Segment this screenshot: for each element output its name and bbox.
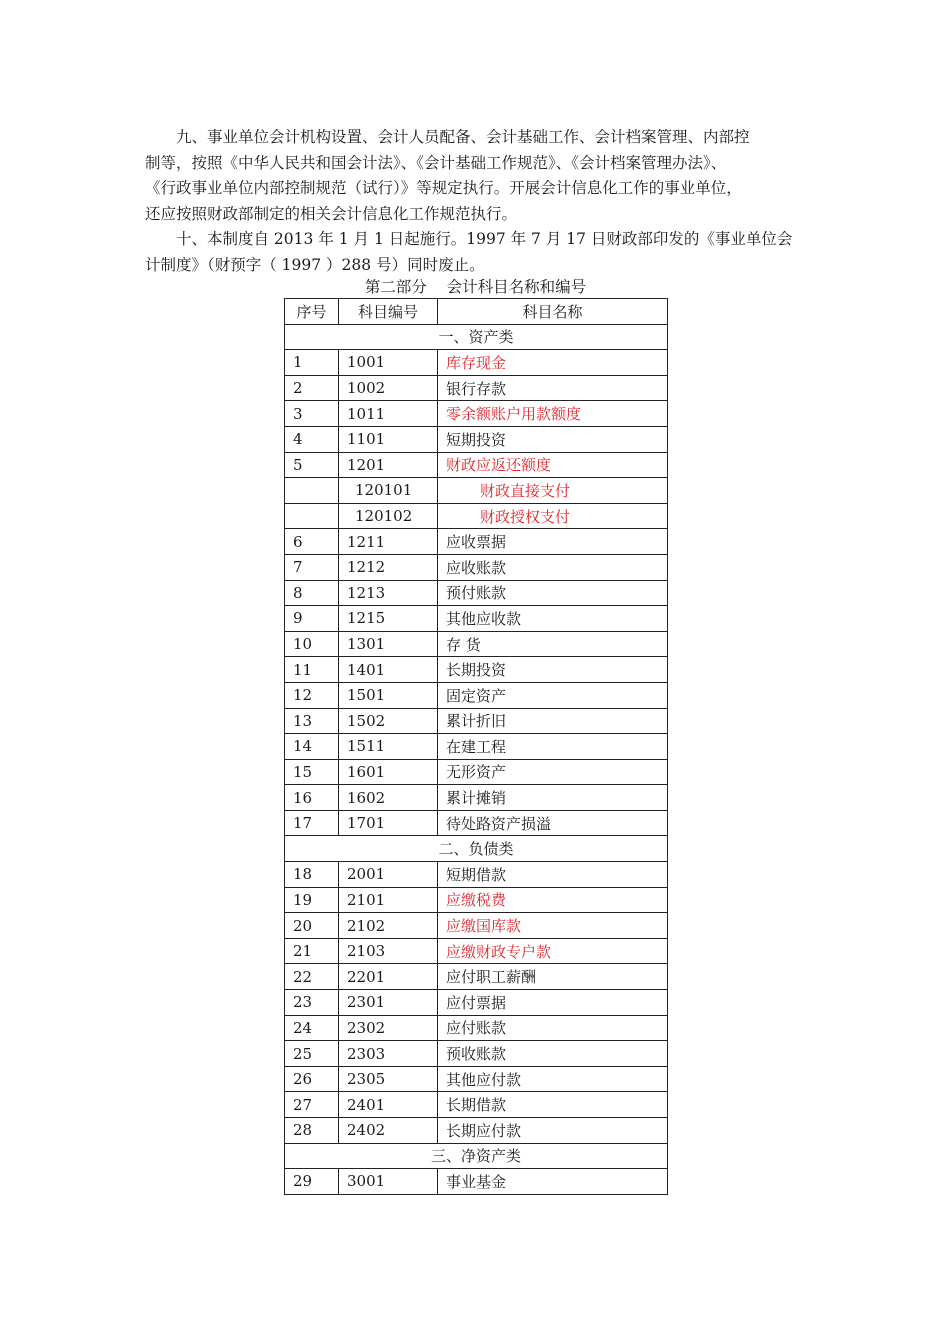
- cell-name: 应缴税费: [438, 887, 668, 913]
- table-row: [285, 938, 668, 964]
- section-header-row: [285, 1143, 668, 1169]
- cell-name: 银行存款: [438, 375, 668, 401]
- cell-name: 财政应返还额度: [438, 452, 668, 478]
- cell-name: 库存现金: [438, 350, 668, 376]
- cell-name: 应付账款: [438, 1015, 668, 1041]
- cell-seq: 12: [285, 682, 339, 708]
- cell-seq: 3: [285, 401, 339, 427]
- cell-code: 1502: [339, 708, 438, 734]
- cell-seq: 5: [285, 452, 339, 478]
- cell-code: 2303: [339, 1041, 438, 1067]
- cell-name: 累计折旧: [438, 708, 668, 734]
- table-row: [285, 580, 668, 606]
- table-row: [285, 708, 668, 734]
- cell-seq: 15: [285, 759, 339, 785]
- cell-seq: 17: [285, 810, 339, 836]
- table-row: [285, 1015, 668, 1041]
- cell-code: 1602: [339, 785, 438, 811]
- cell-code: 120102: [339, 503, 438, 529]
- cell-code: 1215: [339, 606, 438, 632]
- cell-seq: 10: [285, 631, 339, 657]
- cell-code: 1201: [339, 452, 438, 478]
- cell-code: 1011: [339, 401, 438, 427]
- cell-name: 应收票据: [438, 529, 668, 555]
- table-row: [285, 554, 668, 580]
- cell-seq: 18: [285, 862, 339, 888]
- cell-seq: 24: [285, 1015, 339, 1041]
- cell-code: 2402: [339, 1118, 438, 1144]
- header-code: 科目编号: [339, 299, 438, 325]
- table-row: [285, 759, 668, 785]
- cell-name: 在建工程: [438, 734, 668, 760]
- cell-name: 应收账款: [438, 554, 668, 580]
- table-row: [285, 964, 668, 990]
- account-subjects-table: [284, 298, 668, 1195]
- paragraph-line: 九、事业单位会计机构设置、会计人员配备、会计基础工作、会计档案管理、内部控: [176, 128, 750, 146]
- cell-code: 120101: [339, 478, 438, 504]
- table-row: [285, 1118, 668, 1144]
- table-row: [285, 350, 668, 376]
- cell-code: 2102: [339, 913, 438, 939]
- cell-code: 1001: [339, 350, 438, 376]
- cell-seq: 16: [285, 785, 339, 811]
- cell-name: 固定资产: [438, 682, 668, 708]
- cell-name: 短期借款: [438, 862, 668, 888]
- cell-code: 1511: [339, 734, 438, 760]
- cell-seq: 11: [285, 657, 339, 683]
- cell-code: 1701: [339, 810, 438, 836]
- cell-name: 应付职工薪酬: [438, 964, 668, 990]
- table-row: [285, 810, 668, 836]
- cell-name: 财政授权支付: [438, 503, 668, 529]
- table-row: [285, 452, 668, 478]
- sub-account-row: [285, 503, 668, 529]
- cell-seq: 21: [285, 938, 339, 964]
- cell-name: 其他应收款: [438, 606, 668, 632]
- cell-name: 应付票据: [438, 990, 668, 1016]
- cell-seq: 20: [285, 913, 339, 939]
- cell-code: 3001: [339, 1169, 438, 1195]
- cell-code: 1211: [339, 529, 438, 555]
- cell-name: 长期投资: [438, 657, 668, 683]
- cell-code: 1301: [339, 631, 438, 657]
- cell-code: 1002: [339, 375, 438, 401]
- table-row: [285, 657, 668, 683]
- section-label: 三、净资产类: [285, 1143, 668, 1169]
- cell-code: 2401: [339, 1092, 438, 1118]
- cell-code: 2301: [339, 990, 438, 1016]
- cell-name: 无形资产: [438, 759, 668, 785]
- table-row: [285, 887, 668, 913]
- cell-code: 1401: [339, 657, 438, 683]
- cell-name: 应缴财政专户款: [438, 938, 668, 964]
- table-row: [285, 606, 668, 632]
- cell-seq: 1: [285, 350, 339, 376]
- cell-code: 2305: [339, 1066, 438, 1092]
- table-body: [285, 324, 668, 1194]
- section-header-row: [285, 324, 668, 350]
- cell-name: 待处路资产损溢: [438, 810, 668, 836]
- table-row: [285, 375, 668, 401]
- cell-code: 2101: [339, 887, 438, 913]
- cell-seq: 7: [285, 554, 339, 580]
- cell-code: 2103: [339, 938, 438, 964]
- table-header-row: [285, 299, 668, 325]
- cell-code: 2302: [339, 1015, 438, 1041]
- cell-name: 事业基金: [438, 1169, 668, 1195]
- header-seq: 序号: [285, 299, 339, 325]
- section-header-row: [285, 836, 668, 862]
- section-label: 一、资产类: [285, 324, 668, 350]
- cell-code: 1501: [339, 682, 438, 708]
- table-row: [285, 631, 668, 657]
- cell-name: 应缴国库款: [438, 913, 668, 939]
- table-row: [285, 862, 668, 888]
- article-ten-paragraph: [145, 227, 807, 278]
- cell-seq: 6: [285, 529, 339, 555]
- sub-account-row: [285, 478, 668, 504]
- cell-name: 短期投资: [438, 426, 668, 452]
- table-row: [285, 1066, 668, 1092]
- cell-code: 2001: [339, 862, 438, 888]
- cell-seq: 26: [285, 1066, 339, 1092]
- cell-seq: 27: [285, 1092, 339, 1118]
- cell-seq: 9: [285, 606, 339, 632]
- cell-seq: 14: [285, 734, 339, 760]
- cell-name: 零余额账户用款额度: [438, 401, 668, 427]
- table-row: [285, 990, 668, 1016]
- cell-name: 存 货: [438, 631, 668, 657]
- table-row: [285, 1041, 668, 1067]
- paragraph-line: 《行政事业单位内部控制规范（试行）》等规定执行。开展会计信息化工作的事业单位，: [145, 179, 742, 197]
- cell-seq: 23: [285, 990, 339, 1016]
- paragraph-line: 制等，按照《中华人民共和国会计法》、《会计基础工作规范》、《会计档案管理办法》、: [145, 153, 727, 172]
- paragraph-line: 十、本制度自 2013 年 1 月 1 日起施行。1997 年 7 月 17 日财政部印发的《事业单位会: [176, 230, 793, 248]
- cell-code: 1212: [339, 554, 438, 580]
- cell-seq: [285, 503, 339, 529]
- paragraph-line: 还应按照财政部制定的相关会计信息化工作规范执行。: [145, 204, 518, 223]
- cell-seq: 29: [285, 1169, 339, 1195]
- cell-name: 预付账款: [438, 580, 668, 606]
- table-row: [285, 401, 668, 427]
- cell-name: 累计摊销: [438, 785, 668, 811]
- cell-code: 2201: [339, 964, 438, 990]
- cell-seq: 25: [285, 1041, 339, 1067]
- table-row: [285, 682, 668, 708]
- cell-seq: [285, 478, 339, 504]
- cell-code: 1213: [339, 580, 438, 606]
- table-row: [285, 913, 668, 939]
- cell-code: 1101: [339, 426, 438, 452]
- article-nine-paragraph: [145, 125, 807, 227]
- cell-seq: 19: [285, 887, 339, 913]
- table-row: [285, 426, 668, 452]
- section-label: 二、负债类: [285, 836, 668, 862]
- table-row: [285, 529, 668, 555]
- cell-name: 长期应付款: [438, 1118, 668, 1144]
- cell-code: 1601: [339, 759, 438, 785]
- cell-name: 财政直接支付: [438, 478, 668, 504]
- cell-seq: 28: [285, 1118, 339, 1144]
- header-name: 科目名称: [438, 299, 668, 325]
- paragraph-line: 计制度》（财预字（ 1997 ）288 号）同时废止。: [145, 255, 485, 274]
- cell-seq: 22: [285, 964, 339, 990]
- cell-name: 其他应付款: [438, 1066, 668, 1092]
- cell-seq: 8: [285, 580, 339, 606]
- table-caption: 第二部分 会计科目名称和编号: [364, 278, 587, 296]
- table-row: [285, 785, 668, 811]
- cell-name: 长期借款: [438, 1092, 668, 1118]
- table-row: [285, 734, 668, 760]
- cell-seq: 2: [285, 375, 339, 401]
- cell-name: 预收账款: [438, 1041, 668, 1067]
- cell-seq: 13: [285, 708, 339, 734]
- table-row: [285, 1169, 668, 1195]
- cell-seq: 4: [285, 426, 339, 452]
- table-row: [285, 1092, 668, 1118]
